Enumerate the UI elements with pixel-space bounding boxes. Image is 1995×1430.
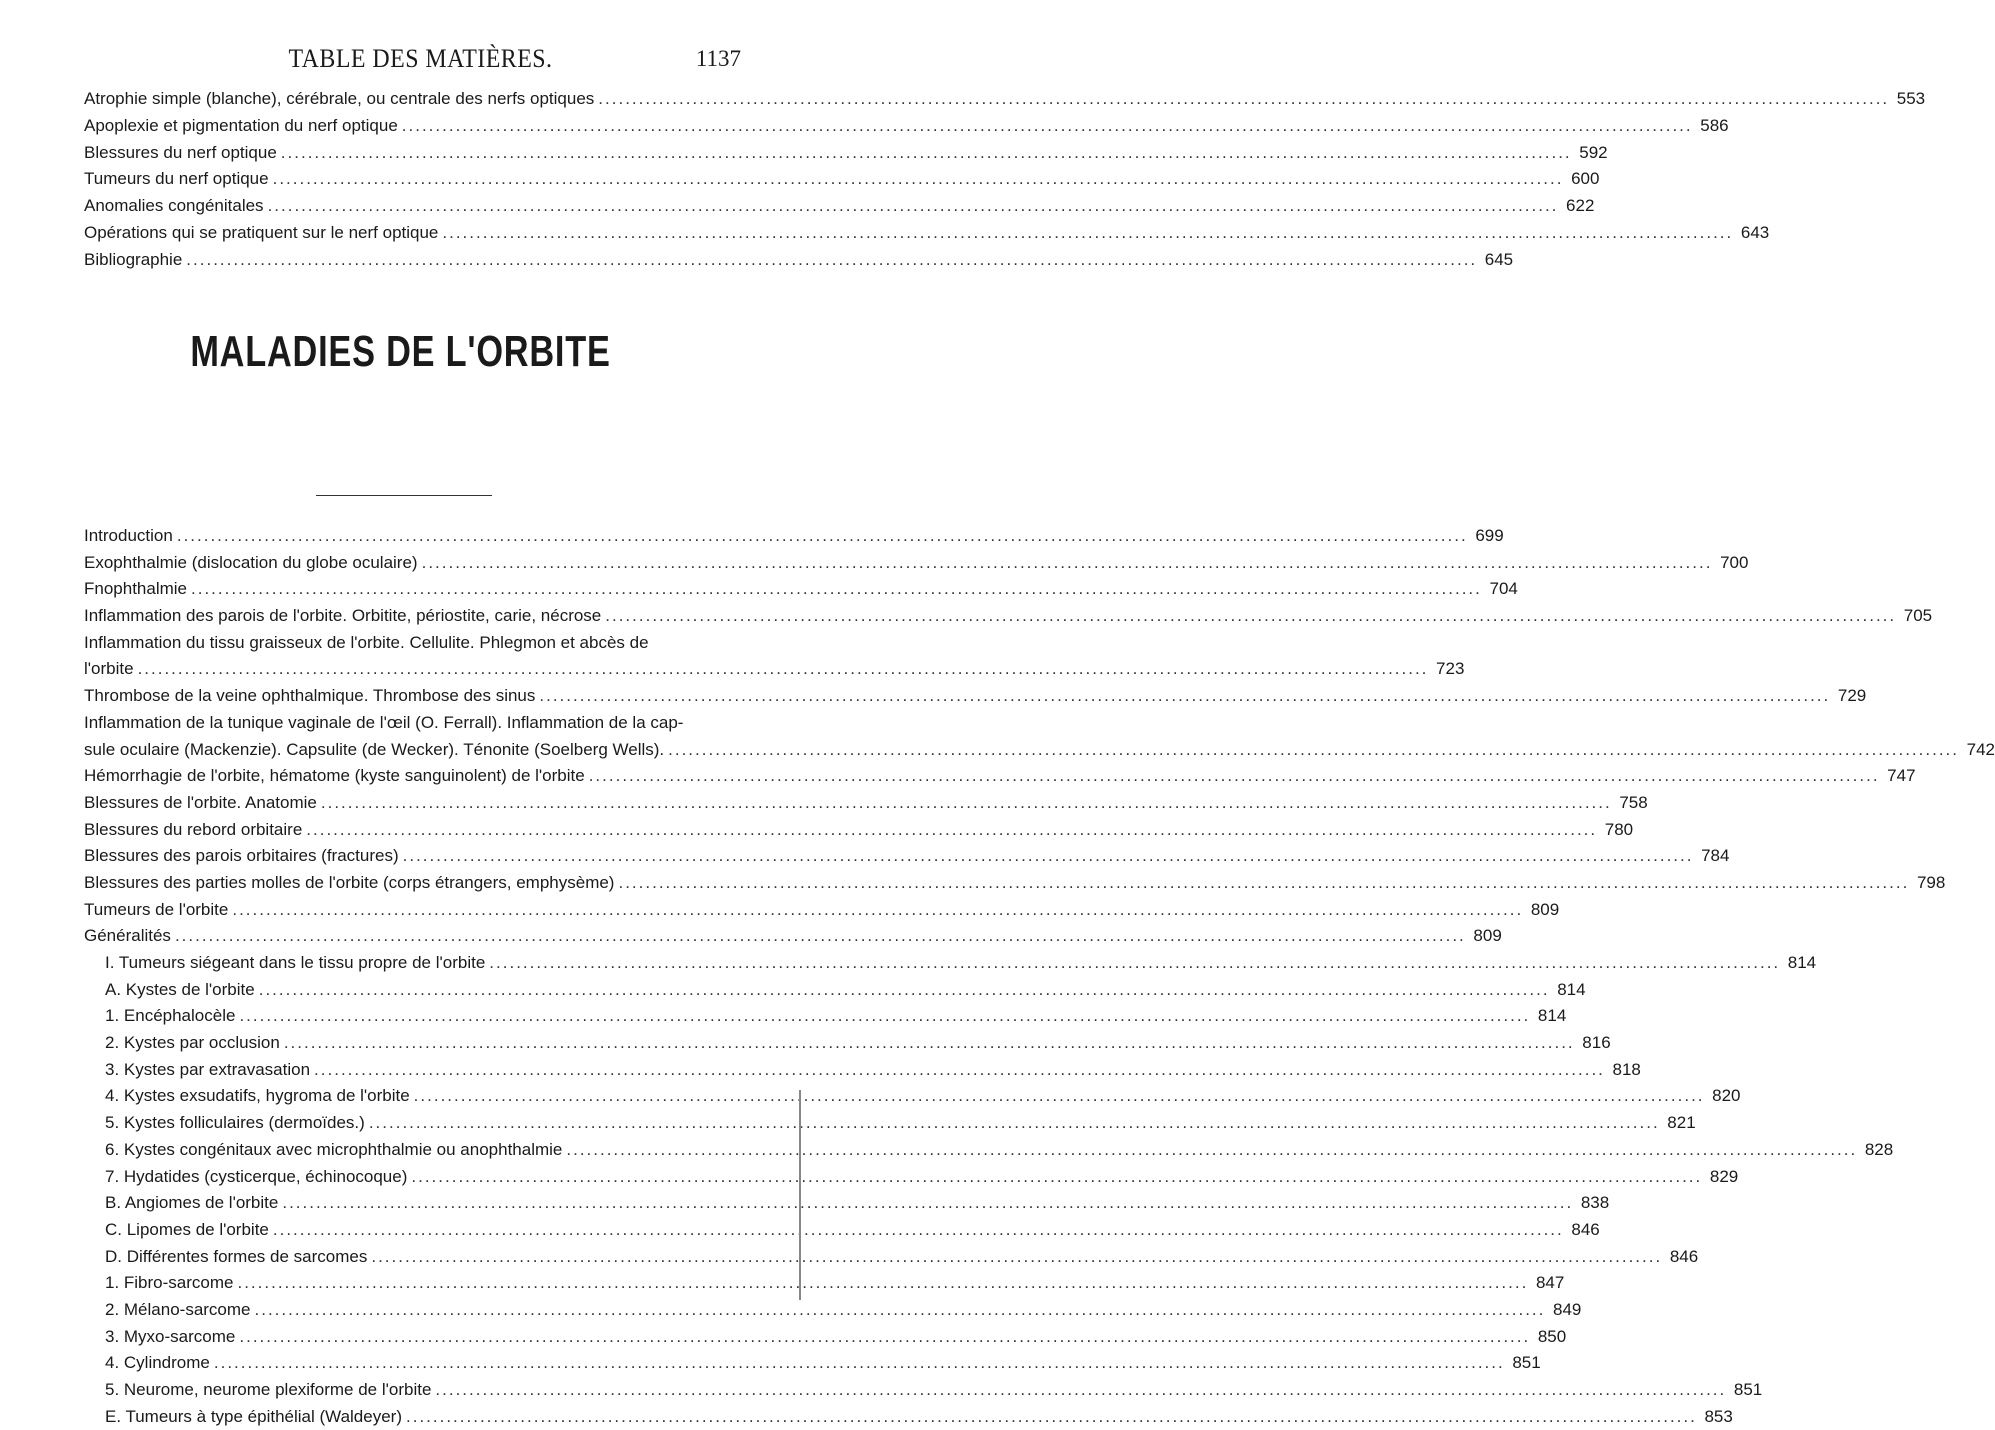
leader-dots [273,166,1564,193]
entry-title: Blessures de l'orbite. Anatomie [84,792,317,812]
leader-dots [232,897,1523,924]
toc-orbit-section [84,523,1995,1430]
entry-title: Introduction [84,526,173,545]
entry-page: 729 [1837,686,1867,706]
toc-entry [84,576,1518,603]
toc-subentry [84,1377,1763,1404]
leader-dots [598,86,1889,113]
leader-dots [589,763,1880,790]
toc-top-section [84,86,1926,274]
leader-dots [369,1110,1660,1137]
leader-dots [214,1350,1505,1377]
toc-subentry [84,1110,1696,1137]
toc-subentry [84,1270,1565,1297]
running-head-page-number: 1137 [695,46,741,71]
entry-title: 2. Kystes par occlusion [105,1033,280,1053]
entry-title: Tumeurs du nerf optique [84,169,269,189]
leader-dots [175,923,1466,950]
entry-title: B. Angiomes de l'orbite [105,1193,279,1213]
entry-title: 5. Kystes folliculaires (dermoïdes.) [105,1113,365,1133]
entry-title: A. Kystes de l'orbite [105,979,255,999]
leader-dots [239,1003,1530,1030]
toc-entry [84,603,1933,630]
toc-entry [84,923,1502,950]
entry-title: Blessures des parties molles de l'orbite (corps étrangers, emphysème) [84,872,615,892]
entry-title: Blessures du rebord orbitaire [84,819,303,839]
leader-dots [435,1377,1726,1404]
running-head [100,44,741,80]
toc-entry [84,220,1770,247]
entry-title: 6. Kystes congénitaux avec microphthalmie ou anophthalmie [105,1139,563,1159]
entry-page: 809 [1530,899,1560,919]
entry-page: 828 [1864,1139,1894,1159]
entry-page: 592 [1579,142,1608,162]
entry-page: 816 [1582,1033,1611,1053]
entry-page: 700 [1720,552,1749,572]
leader-dots [403,843,1694,870]
entry-title: 2. Mélano-sarcome [105,1299,251,1319]
leader-dots [186,247,1477,274]
leader-dots [371,1244,1662,1271]
running-head-title: TABLE DES MATIÈRES. [288,44,553,73]
entry-title: Bibliographie [84,249,183,269]
entry-page: 798 [1916,872,1946,892]
entry-title: Blessures du nerf optique [84,142,277,162]
entry-page: 829 [1709,1166,1739,1186]
entry-page: 600 [1571,169,1600,189]
entry-page: 847 [1535,1273,1565,1293]
entry-page: 780 [1604,819,1634,839]
toc-entry [84,193,1595,220]
toc-subentry [84,1137,1894,1164]
entry-page: 814 [1537,1006,1567,1026]
entry-title: Apoplexie et pigmentation du nerf optique [84,115,398,135]
toc-subentry [84,1003,1567,1030]
toc-entry [84,550,1749,577]
entry-page: 809 [1473,926,1502,946]
entry-page: 814 [1557,979,1586,999]
toc-entry [84,166,1600,193]
entry-page: 699 [1475,526,1504,545]
leader-dots [411,1164,1702,1191]
entry-title: Généralités [84,926,171,946]
entry-page: 814 [1787,953,1817,972]
entry-title: 4. Kystes exsudatifs, hygroma de l'orbite [105,1086,410,1106]
entry-title: Thrombose de la veine ophthalmique. Thrombose des sinus [84,686,536,706]
entry-page: 784 [1701,846,1730,866]
entry-page: 820 [1712,1086,1741,1106]
toc-subentry [84,1324,1567,1351]
leader-dots [422,550,1713,577]
toc-entry [84,870,1946,897]
entry-title: l'orbite [84,659,134,679]
entry-title: 5. Neurome, neurome plexiforme de l'orbite [105,1380,432,1399]
leader-dots [402,113,1693,140]
leader-dots [255,1297,1546,1324]
entry-title: Opérations qui se pratiquent sur le nerf optique [84,222,439,242]
toc-entry [84,656,1465,683]
entry-title: 3. Myxo-sarcome [105,1326,236,1346]
toc-entry [84,737,1995,764]
leader-dots [284,1030,1575,1057]
toc-entry-first-line: Inflammation du tissu graisseux de l'orbite. Cellulite. Phlegmon et abcès de [84,632,649,652]
entry-title: Atrophie simple (blanche), cérébrale, ou centrale des nerfs optiques [84,89,595,108]
leader-dots [268,193,1559,220]
entry-title: C. Lipomes de l'orbite [105,1219,269,1239]
entry-page: 747 [1887,766,1916,786]
entry-title: E. Tumeurs à type épithélial (Waldeyer) [105,1406,402,1426]
leader-dots [406,1404,1697,1430]
entry-title: 1. Encéphalocèle [105,1006,236,1026]
toc-subentry [84,1297,1582,1324]
entry-title: Exophthalmie (dislocation du globe oculaire) [84,552,418,572]
toc-subentry [84,1404,1733,1430]
entry-title: 4. Cylindrome [105,1353,210,1373]
toc-subentry [84,1244,1699,1271]
leader-dots [138,656,1429,683]
leader-dots [306,817,1597,844]
entry-page: 851 [1512,1353,1541,1373]
toc-entry [84,86,1926,113]
entry-title: Hémorrhagie de l'orbite, hématome (kyste sanguinolent) de l'orbite [84,766,585,786]
leader-dots [239,1324,1530,1351]
entry-page: 704 [1489,579,1518,599]
toc-entry [84,817,1634,844]
leader-dots [539,683,1830,710]
toc-entry [84,790,1648,817]
entry-page: 850 [1537,1326,1567,1346]
leader-dots [442,220,1733,247]
toc-entry [84,843,1730,870]
entry-page: 846 [1571,1219,1600,1239]
leader-dots [282,1190,1573,1217]
entry-title: Anomalies congénitales [84,196,264,216]
toc-subentry [84,1164,1739,1191]
entry-title: Blessures des parois orbitaires (fractures) [84,846,399,866]
leader-dots [281,140,1572,167]
entry-title: D. Différentes formes de sarcomes [105,1246,368,1266]
toc-entry [84,523,1504,550]
entry-page: 846 [1669,1246,1699,1266]
entry-title: Inflammation des parois de l'orbite. Orbitite, périostite, carie, nécrose [84,606,602,626]
entry-page: 622 [1566,196,1595,216]
toc-subentry [84,977,1586,1004]
toc-subentry [84,950,1817,977]
toc-entry [84,897,1560,924]
leader-dots [605,603,1896,630]
toc-subentry [84,1030,1611,1057]
leader-dots [414,1083,1705,1110]
toc-entry [84,113,1729,140]
entry-title: 3. Kystes par extravasation [105,1059,311,1079]
entry-page: 705 [1903,606,1933,626]
leader-dots [237,1270,1528,1297]
leader-dots [273,1217,1564,1244]
leader-dots [177,523,1468,550]
entry-title: sule oculaire (Mackenzie). Capsulite (de Wecker). Ténonite (Soelberg Wells). [84,739,665,759]
entry-title: Tumeurs de l'orbite [84,899,229,919]
section-divider [316,495,492,496]
leader-dots [259,977,1550,1004]
toc-subentry [84,1217,1600,1244]
entry-page: 849 [1552,1299,1582,1319]
entry-page: 838 [1580,1193,1610,1213]
entry-page: 818 [1612,1059,1641,1079]
leader-dots [618,870,1909,897]
entry-page: 742 [1966,739,1995,759]
entry-title: Fnophthalmie [84,579,188,599]
leader-dots [489,950,1780,977]
toc-subentry [84,1083,1741,1110]
entry-page: 553 [1896,89,1926,108]
leader-dots [668,737,1959,764]
entry-title: I. Tumeurs siégeant dans le tissu propre de l'orbite [105,953,486,972]
page-edge-mark [799,1090,801,1300]
toc-entry [84,247,1514,274]
entry-page: 821 [1667,1113,1696,1133]
toc-subentry [84,1350,1541,1377]
leader-dots [314,1057,1605,1084]
toc-subentry [84,1190,1610,1217]
toc-entry [84,683,1867,710]
entry-title: 7. Hydatides (cysticerque, échinocoque) [105,1166,408,1186]
entry-page: 851 [1733,1380,1763,1399]
entry-page: 758 [1619,792,1648,812]
entry-page: 586 [1700,115,1729,135]
entry-page: 723 [1436,659,1465,679]
toc-entry-first-line: Inflammation de la tunique vaginale de l'œil (O. Ferrall). Inflammation de la cap- [84,712,684,732]
toc-subentry [84,1057,1641,1084]
leader-dots [191,576,1482,603]
toc-entry [84,763,1916,790]
leader-dots [321,790,1612,817]
entry-title: 1. Fibro-sarcome [105,1273,234,1293]
entry-page: 645 [1484,249,1514,269]
toc-entry [84,140,1608,167]
entry-page: 643 [1740,222,1770,242]
entry-page: 853 [1704,1406,1733,1426]
leader-dots [566,1137,1857,1164]
section-title: MALADIES DE L'ORBITE [190,327,611,376]
